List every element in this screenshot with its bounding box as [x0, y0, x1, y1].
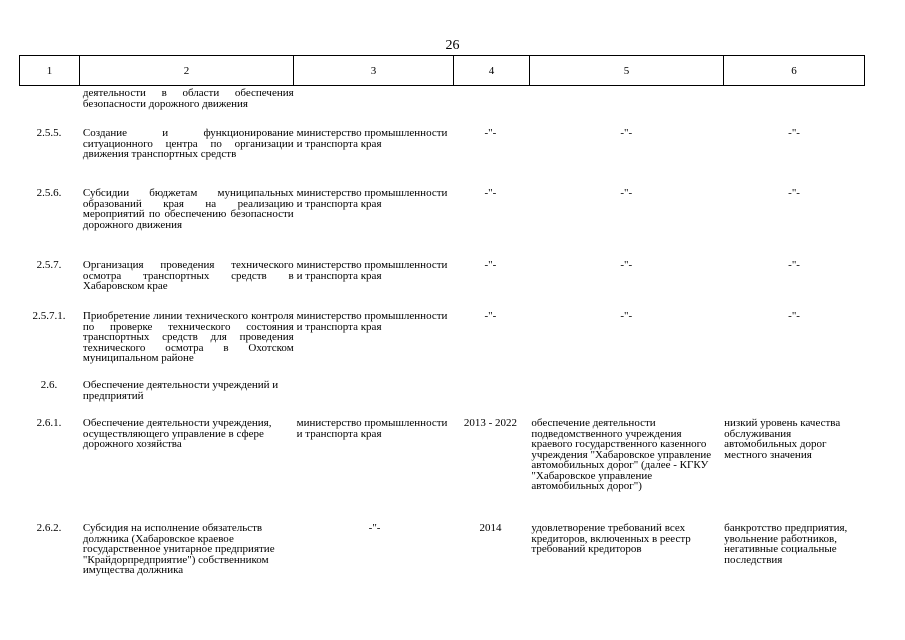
- row-number: 2.5.6.: [36, 187, 62, 199]
- expected-result: -"-: [620, 127, 633, 139]
- expected-result: -"-: [620, 259, 633, 271]
- column-header-1: 1: [20, 56, 80, 86]
- measure-name: Субсидия на исполнение обязательств должника (Хабаровское краевое государственное унитарное предприятие "Крайдорпредприятие") собственником имущества должника: [82, 522, 275, 576]
- expected-result: [531, 380, 721, 418]
- measure-name: Приобретение линии технического контроля по проверке технического состояния транспортных средств для проведения технического осмотра в Охотском муниципальном районе: [82, 310, 294, 364]
- column-header-4: 4: [454, 56, 530, 86]
- period: [452, 380, 528, 418]
- consequence: -"-: [788, 310, 800, 322]
- table-row: [19, 523, 864, 593]
- executor: министерство промышленности и транспорта края: [296, 310, 448, 333]
- column-header-2: 2: [80, 56, 294, 86]
- expected-result: -"-: [620, 310, 633, 322]
- row-number: 2.5.7.: [36, 259, 62, 271]
- executor: [297, 88, 453, 128]
- expected-result: удовлетворение требований всех кредиторов, включенных в реестр требований кредиторов: [531, 522, 691, 555]
- consequence: [724, 88, 864, 128]
- row-number: 2.5.5.: [36, 127, 62, 139]
- column-number-header: [19, 55, 865, 86]
- row-number: 2.5.7.1.: [32, 310, 66, 322]
- row-number: [19, 88, 79, 128]
- period: [452, 88, 528, 128]
- column-header-3: 3: [294, 56, 454, 86]
- period: -"-: [484, 310, 497, 322]
- executor: министерство промышленности и транспорта края: [296, 127, 448, 150]
- row-number: 2.6.1.: [36, 417, 62, 429]
- row-number: 2.6.2.: [36, 522, 62, 534]
- program-table-body: [19, 88, 864, 593]
- executor: министерство промышленности и транспорта края: [296, 417, 448, 440]
- executor: министерство промышленности и транспорта края: [296, 259, 448, 282]
- table-row: [19, 88, 864, 128]
- page-number: 26: [445, 38, 460, 53]
- measure-name: Создание и функционирование ситуационного центра по организации движения транспортных средств: [82, 127, 294, 160]
- table-row: [19, 418, 864, 523]
- executor: министерство промышленности и транспорта края: [296, 187, 448, 210]
- table-row: [19, 260, 864, 311]
- column-header-5: 5: [530, 56, 724, 86]
- executor: [297, 380, 453, 418]
- period: 2013 - 2022: [463, 417, 518, 429]
- measure-name: деятельности в области обеспечения безопасности дорожного движения: [82, 87, 294, 110]
- measure-name: Обеспечение деятельности учреждений и предприятий: [82, 379, 279, 402]
- measure-name: Субсидии бюджетам муниципальных образований края на реализацию мероприятий по обеспечению безопасности дорожного движения: [82, 187, 294, 231]
- period: -"-: [484, 127, 497, 139]
- consequence: банкротство предприятия, увольнение работников, негативные социальные последствия: [724, 522, 848, 566]
- table-row: [19, 380, 864, 418]
- period: -"-: [484, 259, 497, 271]
- consequence: -"-: [788, 187, 800, 199]
- table-row: [19, 311, 864, 380]
- executor: -"-: [368, 522, 381, 534]
- period: -"-: [484, 187, 497, 199]
- table-row: [19, 128, 864, 188]
- consequence: -"-: [788, 127, 800, 139]
- expected-result: [531, 88, 721, 128]
- row-number: 2.6.: [40, 379, 58, 391]
- consequence: -"-: [788, 259, 800, 271]
- column-header-6: 6: [724, 56, 865, 86]
- measure-name: Обеспечение деятельности учреждения, осуществляющего управление в сфере дорожного хозяйства: [82, 417, 272, 450]
- expected-result: обеспечение деятельности подведомственного учреждения краевого государственного казенного учреждения "Хабаровское управление автомобильных дорог" (далее - КГКУ "Хабаровское управление автомобильных дорог"): [531, 417, 712, 492]
- consequence: низкий уровень качества обслуживания автомобильных дорог местного значения: [724, 417, 841, 461]
- measure-name: Организация проведения технического осмотра транспортных средств в Хабаровском крае: [82, 259, 294, 292]
- consequence: [724, 380, 864, 418]
- table-row: [19, 188, 864, 260]
- expected-result: -"-: [620, 187, 633, 199]
- period: 2014: [479, 522, 502, 534]
